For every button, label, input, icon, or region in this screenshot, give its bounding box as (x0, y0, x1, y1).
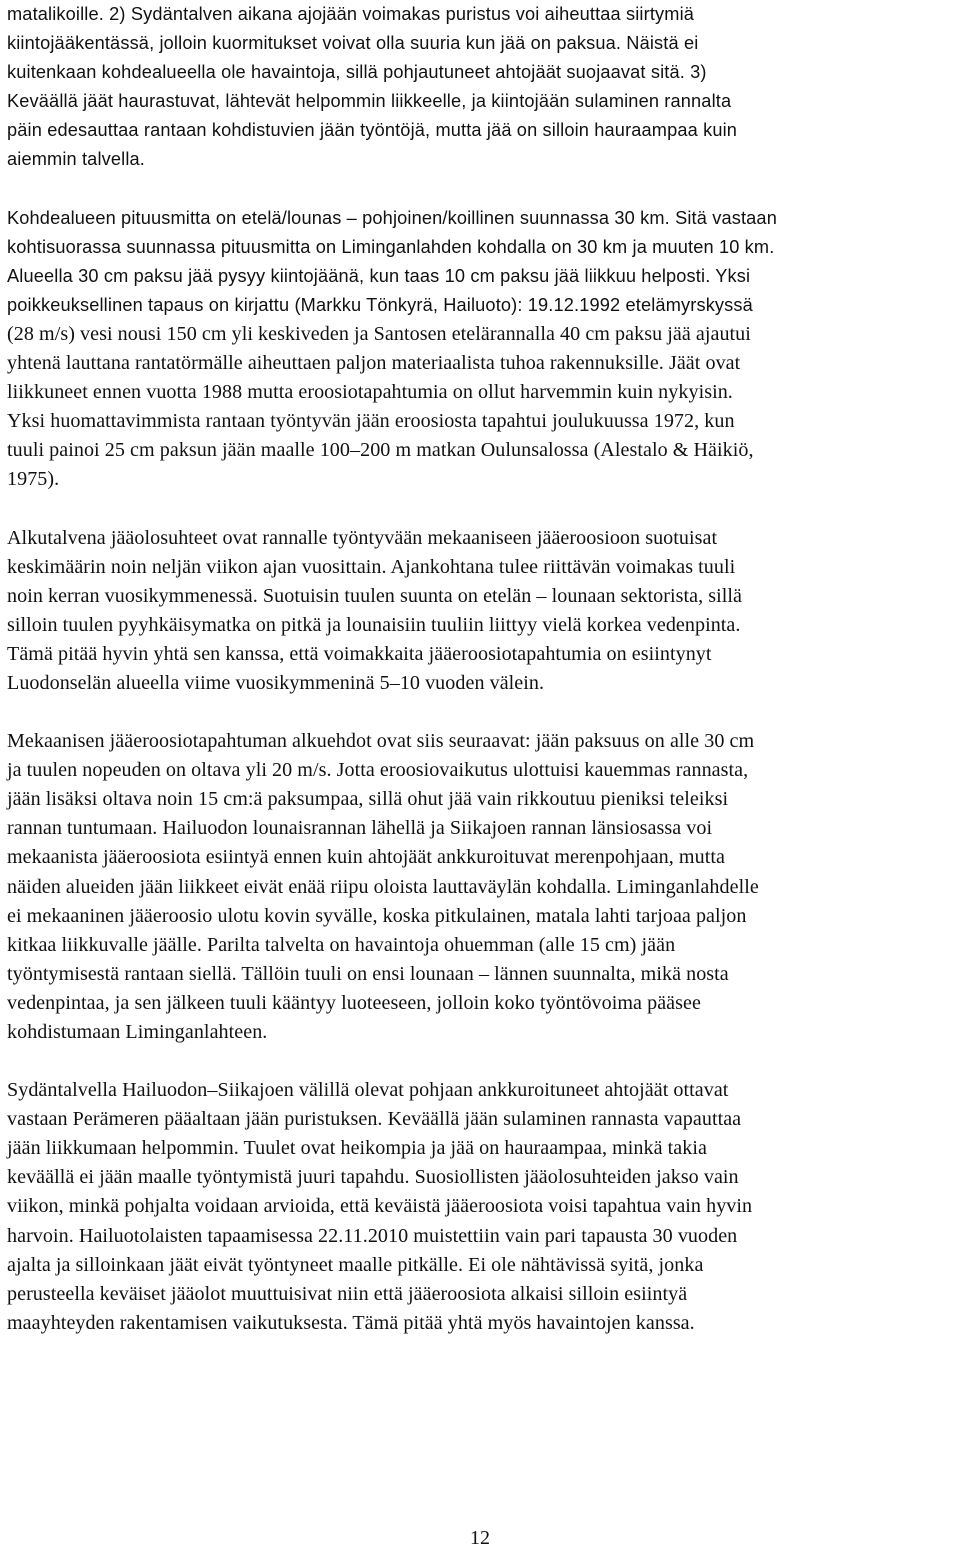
text-line: vedenpintaa, ja sen jälkeen tuuli kääntyy luoteeseen, jolloin koko työntövoima pääsee (7, 991, 701, 1014)
text-line: Yksi huomattavimmista rantaan työntyvän jään eroosiosta tapahtui joulukuussa 1972, kun (7, 410, 735, 433)
text-line: silloin tuulen pyyhkäisymatka on pitkä ja lounaisiin tuuliin liittyy vielä korkea vedenpinta. (7, 613, 741, 636)
paragraph-gap (7, 698, 955, 727)
text-line: perusteella keväiset jääolot muuttuisivat niin että jääeroosiota alkaisi silloin esiintyä (7, 1282, 688, 1305)
text-line: ei mekaaninen jääeroosio ulotu kovin syvälle, koska pitkulainen, matala lahti tarjoaa paljon (7, 904, 747, 927)
text-line: työntymisestä rantaan siellä. Tällöin tuuli on ensi lounaan – lännen suunnalta, mikä nosta (7, 962, 729, 985)
text-line: Tämä pitää hyvin yhtä sen kanssa, että voimakkaita jääeroosiotapahtumia on esiintynyt (7, 642, 712, 665)
text-line: kiintojääkentässä, jolloin kuormitukset voivat olla suuria kun jää on paksua. Näistä ei (7, 33, 699, 54)
document-body (7, 0, 955, 1338)
text-line: tuuli painoi 25 cm paksun jään maalle 100–200 m matkan Oulunsalossa (Alestalo & Häikiö, (7, 439, 754, 462)
text-line: ja tuulen nopeuden on oltava yli 20 m/s. Jotta eroosiovaikutus ulottuisi kauemmas rannasta, (7, 759, 749, 782)
text-line: Alueella 30 cm paksu jää pysyy kiintojäänä, kun taas 10 cm paksu jää liikkuu helposti. Yksi (7, 265, 751, 286)
text-line: päin edesauttaa rantaan kohdistuvien jään työntöjä, mutta jää on silloin hauraampaa kuin (7, 120, 738, 141)
text-line: Luodonselän alueella viime vuosikymmeninä 5–10 vuoden välein. (7, 671, 545, 694)
paragraph-ice-conditions (7, 0, 955, 175)
paragraph-mechanical-erosion (7, 727, 955, 1047)
text-line: poikkeuksellinen tapaus on kirjattu (Markku Tönkyrä, Hailuoto): 19.12.1992 etelämyrskyssä (7, 294, 753, 315)
text-line: rannan tuntumaan. Hailuodon lounaisrannan lähellä ja Siikajoen rannan länsiosassa voi (7, 817, 713, 840)
text-line: (28 m/s) vesi nousi 150 cm yli keskiveden ja Santosen etelärannalla 40 cm paksu jää ajautui (7, 322, 751, 345)
text-line: yhtenä lauttana rantatörmälle aiheuttaen paljon materiaalista tuhoa rakennuksille. Jäät ovat (7, 352, 741, 375)
text-line: harvoin. Hailuotolaisten tapaamisessa 22.11.2010 muistettiin vain pari tapausta 30 vuoden (7, 1224, 738, 1247)
text-line: kohdistumaan Liminganlahteen. (7, 1021, 268, 1043)
text-line: Alkutalvena jääolosuhteet ovat rannalle työntyvään mekaaniseen jääeroosioon suotuisat (7, 526, 718, 549)
paragraph-gap (7, 1047, 955, 1076)
text-line: jään liikkumaan helpommin. Tuulet ovat heikompia ja jää on hauraampaa, minkä takia (7, 1137, 707, 1160)
text-line: jään lisäksi oltava noin 15 cm:ä paksumpaa, sillä ohut jää vain rikkoutuu pieniksi teleiksi (7, 788, 729, 811)
paragraph-target-area (7, 204, 955, 495)
text-line: Mekaanisen jääeroosiotapahtuman alkuehdot ovat siis seuraavat: jään paksuus on alle 30 cm (7, 730, 755, 753)
page-number: 12 (470, 1527, 490, 1549)
text-line: mekaanista jääeroosiota esiintyä ennen kuin ahtojäät ankkuroituvat merenpohjaan, mutta (7, 846, 725, 869)
text-line: maayhteyden rakentamisen vaikutuksesta. Tämä pitää yhtä myös havaintojen kanssa. (7, 1311, 695, 1334)
text-line: keväällä ei jään maalle työntymistä juuri tapahdu. Suosiollisten jääolosuhteiden jakso vain (7, 1166, 739, 1189)
paragraph-early-winter (7, 524, 955, 699)
text-line: noin kerran vuosikymmenessä. Suotuisin tuulen suunta on etelän – lounaan sektorista, sillä (7, 584, 743, 607)
text-line: viikon, minkä pohjalta voidaan arvioida, että keväistä jääeroosiota voisi tapahtua vain hyvin (7, 1195, 753, 1218)
text-line: 1975). (7, 468, 60, 491)
text-line: Sydäntalvella Hailuodon–Siikajoen välillä olevat pohjaan ankkuroituneet ahtojäät ottavat (7, 1079, 729, 1102)
text-line: Kohdealueen pituusmitta on etelä/lounas – pohjoinen/koillinen suunnassa 30 km. Sitä vastaan (7, 207, 777, 228)
text-line: kitkaa liikkuvalle jäälle. Parilta talvelta on havaintoja ohuemman (alle 15 cm) jään (7, 933, 676, 956)
paragraph-gap (7, 495, 955, 524)
text-line: keskimäärin noin neljän viikon ajan vuosittain. Ajankohtana tulee riittävän voimakas tuuli (7, 555, 736, 578)
paragraph-gap (7, 175, 955, 204)
text-line: ajalta ja silloinkaan jäät eivät työntyneet maalle pitkälle. Ei ole nähtävissä syitä, jonka (7, 1253, 704, 1276)
text-line: kohtisuorassa suunnassa pituusmitta on Liminganlahden kohdalla on 30 km ja muuten 10 km. (7, 236, 775, 257)
text-line: vastaan Perämeren pääaltaan jään puristuksen. Keväällä jään sulaminen rannasta vapauttaa (7, 1108, 742, 1131)
text-line: matalikoille. 2) Sydäntalven aikana ajojään voimakas puristus voi aiheuttaa siirtymiä (7, 4, 695, 24)
paragraph-midwinter (7, 1076, 955, 1338)
text-line: aiemmin talvella. (7, 149, 145, 170)
text-line: kuitenkaan kohdealueella ole havaintoja, sillä pohjautuneet ahtojäät suojaavat sitä. 3) (7, 62, 707, 83)
text-line: liikkuneet ennen vuotta 1988 mutta eroosiotapahtumia on ollut harvemmin kuin nykyisin. (7, 381, 733, 404)
text-line: Keväällä jäät haurastuvat, lähtevät helpommin liikkeelle, ja kiintojään sulaminen rannalta (7, 91, 732, 112)
text-line: näiden alueiden jään liikkeet eivät enää riipu oloista lauttaväylän kohdalla. Liminganlahdelle (7, 875, 759, 898)
